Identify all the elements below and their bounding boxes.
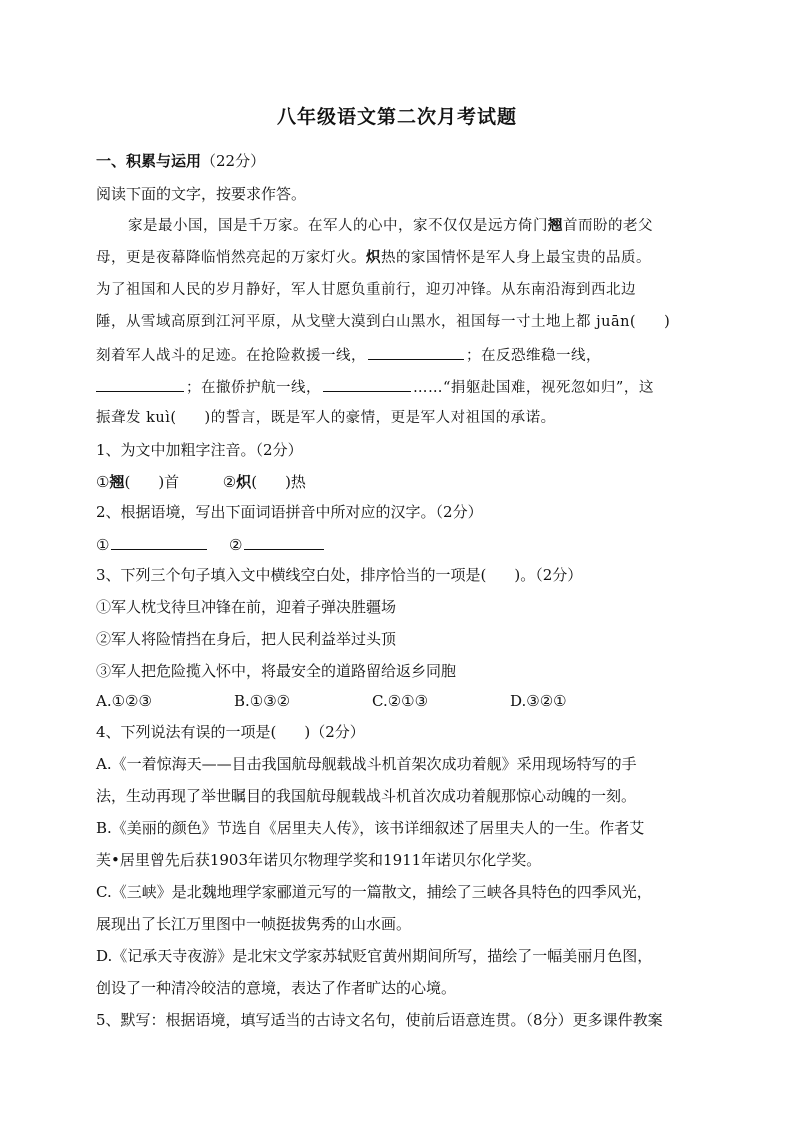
item-char: 翘 [109, 473, 125, 491]
passage-line-5 [96, 343, 716, 367]
question-text: )。（2分） [514, 566, 583, 584]
option-b[interactable]: B.①③② [234, 692, 291, 710]
passage-text: 刻着军人战斗的足迹。在抢险救援一线， [96, 348, 366, 364]
passage-line-2 [96, 247, 716, 269]
passage-line-1 [128, 215, 748, 237]
option-b-line-2: 芙•居里曾先后获1903年诺贝尔物理学奖和1911年诺贝尔化学奖。 [96, 851, 542, 869]
item-label: ② [229, 536, 243, 554]
passage-text: 母，更是夜幕降临悄然亮起的万家灯火。 [96, 250, 366, 266]
item-label: ① [96, 536, 110, 554]
option-a-line-2: 法，生动再现了举世瞩目的我国航母舰载战斗机首次成功着舰那惊心动魄的一刻。 [96, 787, 637, 805]
bold-char-qiao: 翘 [548, 217, 563, 234]
item-label: ② [222, 473, 237, 491]
option-a-line-1: A.《一着惊海天——目击我国航母舰载战斗机首架次成功着舰》采用现场特写的手 [96, 755, 637, 773]
paren-open: ( [124, 473, 131, 491]
fill-blank-2[interactable] [96, 375, 184, 392]
passage-text: 热的家国情怀是军人身上最宝贵的品质。 [381, 250, 651, 266]
question-text: )（2分） [304, 723, 365, 741]
option-d-line-1: D.《记承天寺夜游》是北宋文学家苏轼贬官黄州期间所写，描绘了一幅美丽月色图， [96, 947, 653, 965]
passage-text: 家是最小国，国是千万家。在军人的心中，家不仅仅是远方倚门 [128, 218, 548, 234]
bold-char-chi: 炽 [366, 249, 381, 266]
passage-text: ……“捐躯赴国难，视死忽如归”，这 [413, 380, 654, 396]
passage-text: ；在撤侨护航一线， [186, 380, 321, 396]
question-2-items [96, 533, 716, 556]
fill-blank-3[interactable] [323, 375, 411, 392]
question-3-options [96, 690, 716, 712]
option-d-line-2: 创设了一种清冷皎洁的意境，表达了作者旷达的心境。 [96, 979, 457, 997]
question-1: 1、为文中加粗字注音。（2分） [96, 441, 303, 459]
instruction: 阅读下面的文字，按要求作答。 [96, 185, 307, 203]
passage-line-4 [96, 311, 716, 333]
option-a[interactable]: A.①②③ [96, 692, 152, 710]
item-tail: )首 [158, 473, 180, 491]
page-title: 八年级语文第二次月考试题 [276, 106, 517, 128]
option-b-line-1: B.《美丽的颜色》节选自《居里夫人传》，该书详细叙述了居里夫人的一生。作者艾 [96, 819, 645, 837]
option-c[interactable]: C.②①③ [372, 692, 429, 710]
fill-blank-q2b[interactable] [244, 533, 324, 550]
question-4 [96, 721, 716, 743]
passage-text: ) [664, 314, 671, 330]
item-char: 炽 [236, 473, 252, 491]
passage-text: ；在反恐维稳一线， [466, 348, 601, 364]
question-text: 3、下列三个句子填入文中横线空白处，排序恰当的一项是( [96, 566, 487, 584]
passage-line-7 [96, 407, 716, 429]
passage-text: 振聋发 kuì( [96, 410, 177, 426]
item-tail: )热 [285, 473, 306, 491]
section-title: 一、积累与运用 [96, 152, 202, 170]
passage-line-6 [96, 375, 716, 399]
question-text: 4、下列说法有误的一项是( [96, 723, 277, 741]
passage-text: 陲，从雪域高原到江河平原，从戈壁大漠到白山黑水，祖国每一寸土地上都 juān( [96, 314, 637, 330]
option-c-line-2: 展现出了长江万里图中一帧挺拔隽秀的山水画。 [96, 915, 412, 933]
option-c-line-1: C.《三峡》是北魏地理学家郦道元写的一篇散文，捕绘了三峡各具特色的四季风光， [96, 883, 652, 901]
fill-blank-q2a[interactable] [111, 533, 207, 550]
sentence-1: ①军人枕戈待旦冲锋在前，迎着子弹决胜疆场 [96, 598, 397, 616]
question-3 [96, 564, 716, 586]
section-heading [96, 150, 716, 172]
sentence-3: ③军人把危险揽入怀中，将最安全的道路留给返乡同胞 [96, 662, 457, 680]
item-label: ① [96, 473, 110, 491]
fill-blank-1[interactable] [368, 343, 464, 360]
question-1-items [96, 471, 716, 493]
section-score: （22分） [201, 152, 266, 170]
passage-text: 首而盼的老父 [563, 218, 653, 234]
passage-text: )的誓言，既是军人的豪情，更是军人对祖国的承诺。 [204, 410, 556, 426]
question-5: 5、默写：根据语境，填写适当的古诗文名句，使前后语意连贯。（8分）更多课件教案 [96, 1011, 663, 1029]
option-d[interactable]: D.③②① [510, 692, 567, 710]
sentence-2: ②军人将险情挡在身后，把人民利益举过头顶 [96, 630, 397, 648]
passage-line-3: 为了祖国和人民的岁月静好，军人甘愿负重前行，迎刃冲锋。从东南沿海到西北边 [96, 282, 636, 298]
question-2: 2、根据语境，写出下面词语拼音中所对应的汉字。（2分） [96, 503, 483, 521]
paren-open: ( [251, 473, 258, 491]
